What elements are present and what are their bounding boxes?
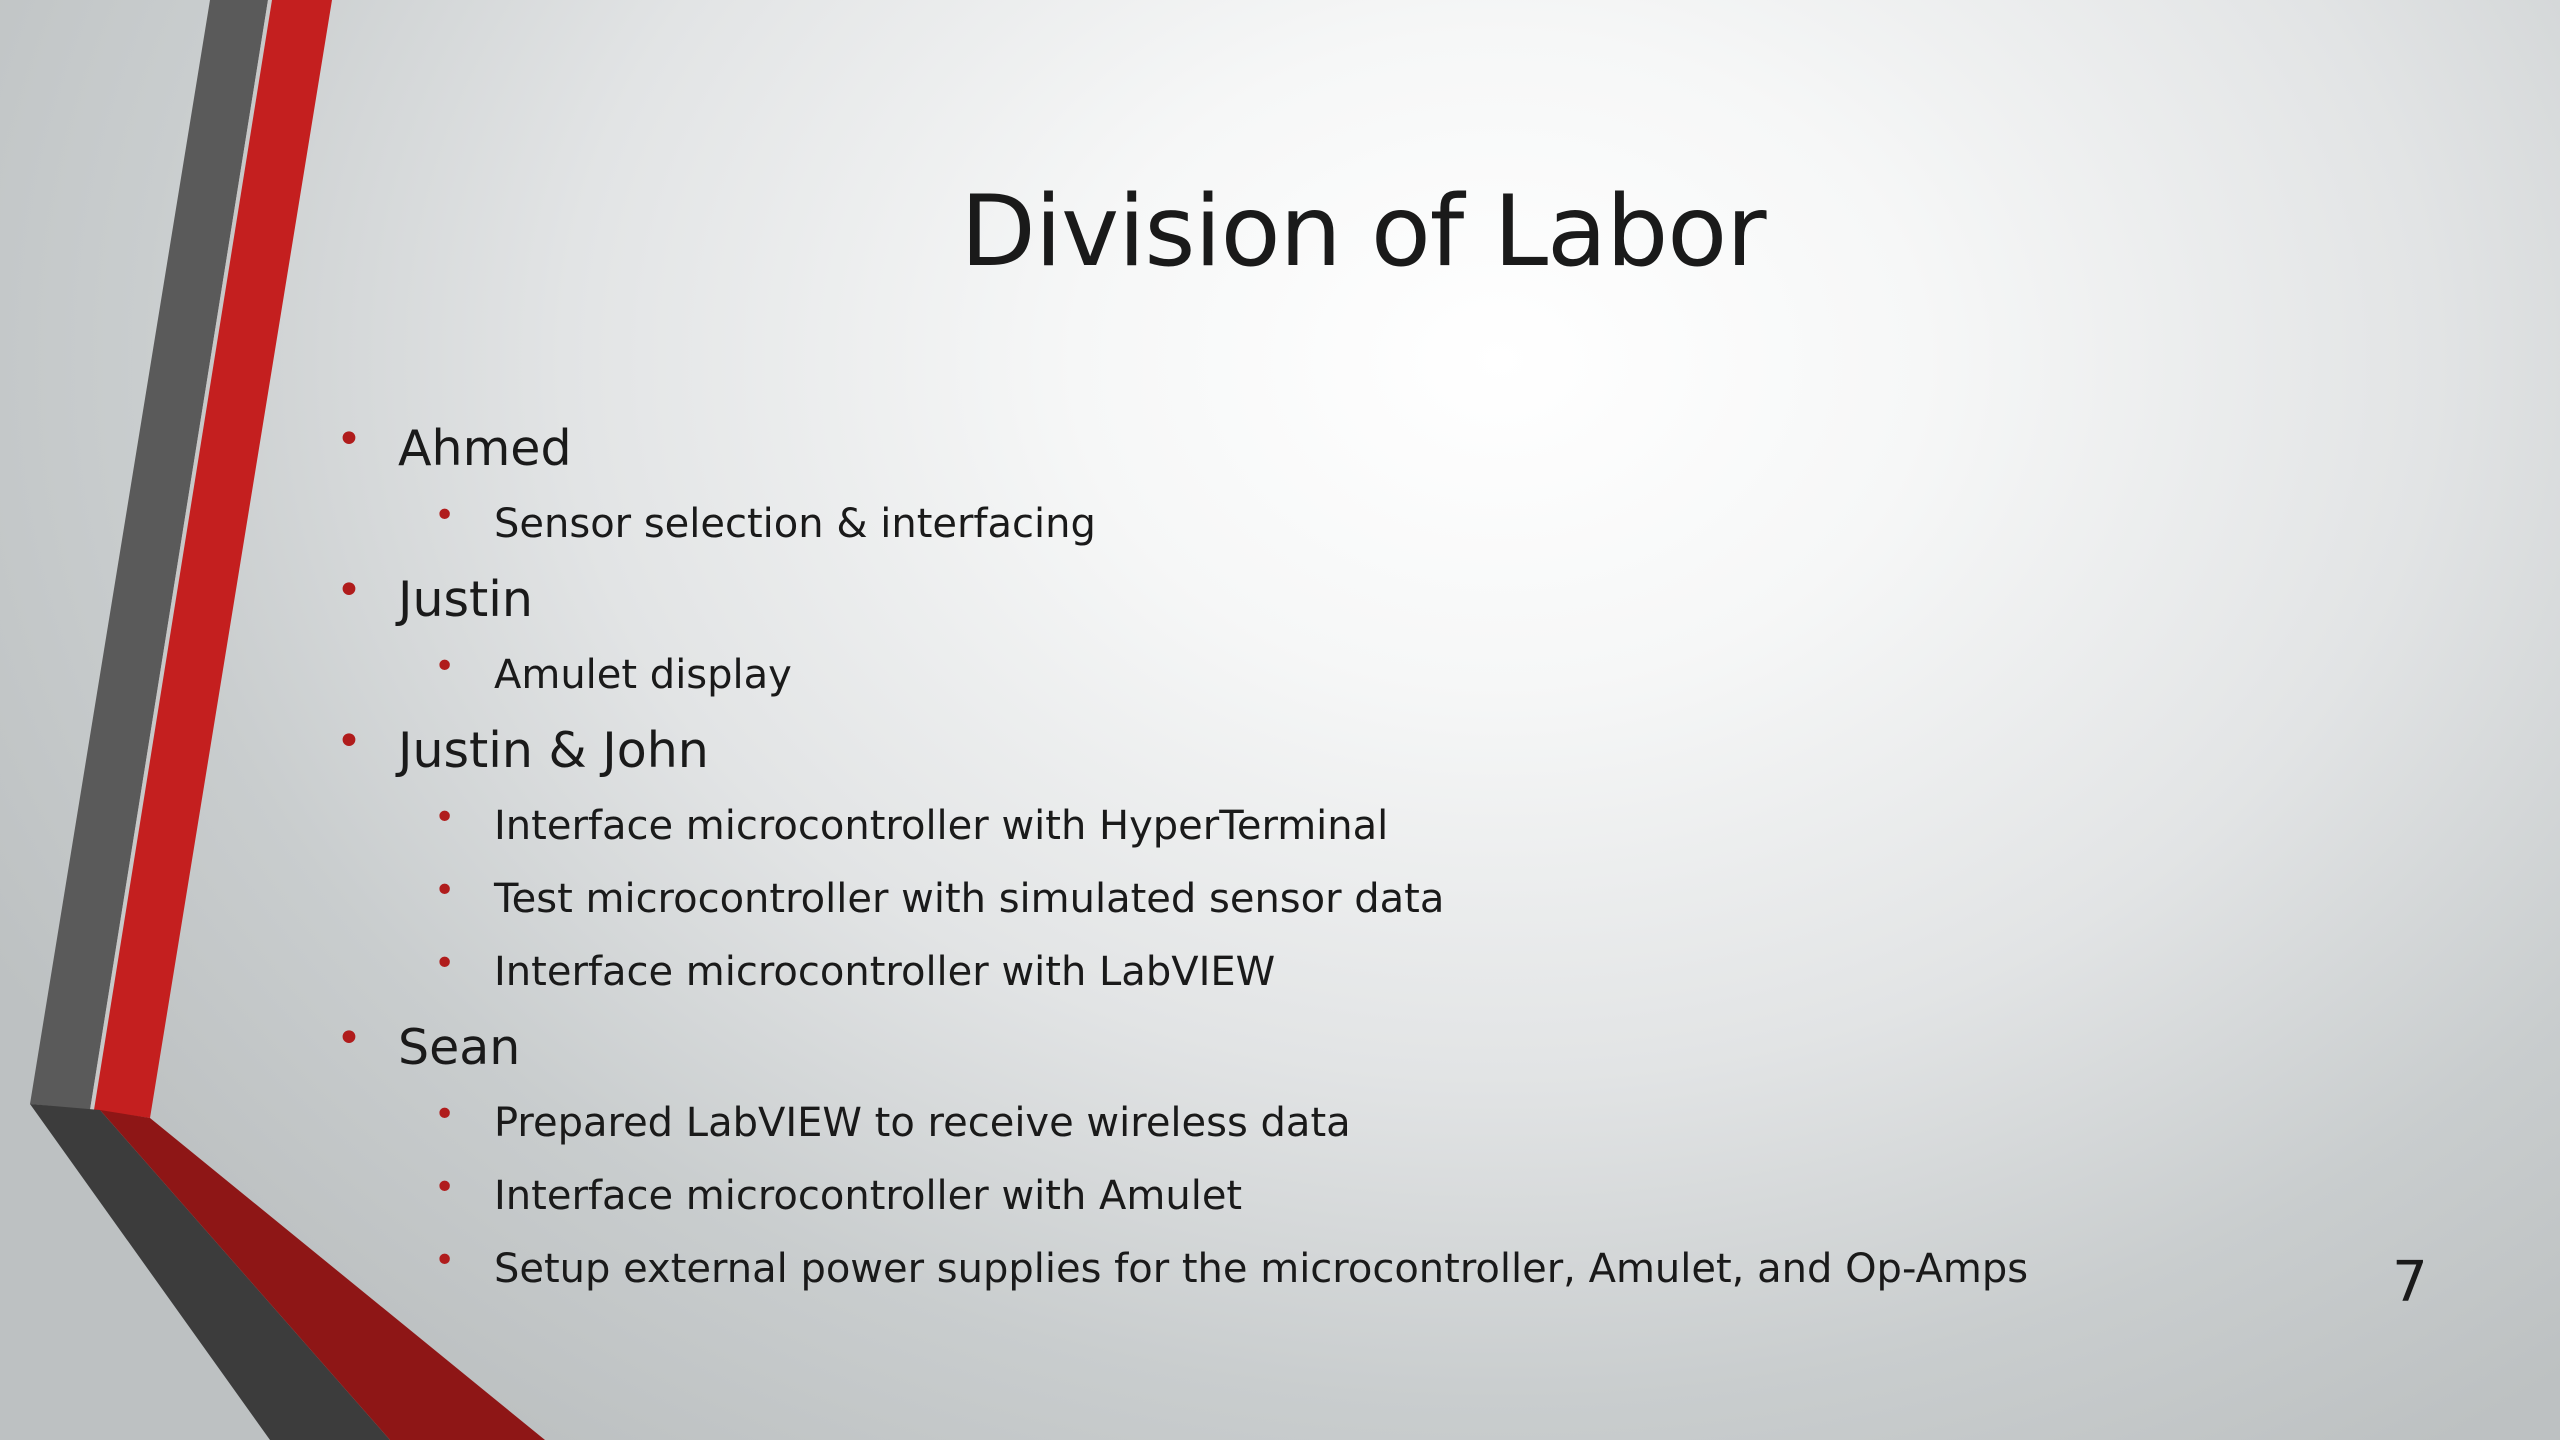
sub-list-item	[330, 639, 2130, 712]
sub-list-item	[330, 1160, 2130, 1233]
bullet-icon: •	[434, 646, 456, 687]
sub-list-item-label: Sensor selection & interfacing	[494, 501, 1096, 547]
bullet-icon: •	[434, 1094, 456, 1135]
sub-list-item	[330, 488, 2130, 561]
decoration-light-stripe	[90, 0, 272, 1110]
bullet-icon: •	[434, 797, 456, 838]
list-item	[330, 712, 2130, 790]
bullet-icon: •	[336, 716, 362, 767]
slide-title: Division of Labor	[960, 175, 1766, 289]
sub-list-item-label: Setup external power supplies for the microcontroller, Amulet, and Op-Amps	[494, 1246, 2029, 1292]
bullet-icon: •	[434, 1240, 456, 1281]
bullet-icon: •	[434, 870, 456, 911]
slide-number: 7	[2392, 1250, 2428, 1315]
bullet-icon: •	[336, 1013, 362, 1064]
bullet-icon: •	[434, 943, 456, 984]
sub-list-item-label: Interface microcontroller with HyperTerminal	[494, 803, 1389, 849]
sub-list-item-label: Amulet display	[494, 652, 792, 698]
bullet-list	[330, 410, 2130, 1306]
bullet-icon: •	[434, 495, 456, 536]
sub-list-item-label: Test microcontroller with simulated sensor data	[494, 876, 1445, 922]
bullet-icon: •	[336, 565, 362, 616]
sub-list-item	[330, 1087, 2130, 1160]
list-item-label: Ahmed	[398, 420, 572, 477]
sub-list-item-label: Prepared LabVIEW to receive wireless data	[494, 1100, 1351, 1146]
list-item	[330, 561, 2130, 639]
sub-list-item-label: Interface microcontroller with LabVIEW	[494, 949, 1276, 995]
list-item-label: Justin & John	[398, 722, 709, 779]
bullet-icon: •	[434, 1167, 456, 1208]
list-item-label: Sean	[398, 1019, 521, 1076]
sub-list-item	[330, 936, 2130, 1009]
sub-list-item	[330, 863, 2130, 936]
list-item-label: Justin	[398, 571, 533, 628]
bullet-icon: •	[336, 414, 362, 465]
list-item	[330, 410, 2130, 488]
list-item	[330, 1009, 2130, 1087]
sub-list-item	[330, 1233, 2130, 1306]
sub-list-item-label: Interface microcontroller with Amulet	[494, 1173, 1243, 1219]
sub-list-item	[330, 790, 2130, 863]
